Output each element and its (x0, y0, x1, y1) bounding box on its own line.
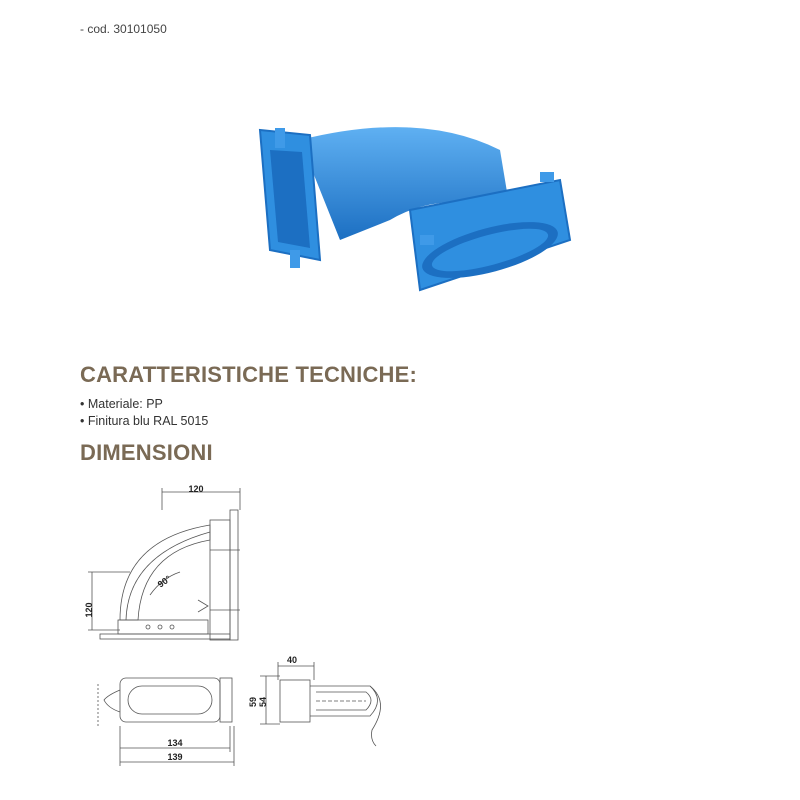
spec-finish: • Finitura blu RAL 5015 (80, 413, 208, 430)
product-code: - cod. 30101050 (80, 22, 167, 36)
specs-heading: CARATTERISTICHE TECNICHE: (80, 362, 418, 387)
specs-list (80, 396, 208, 430)
dim-left-120: 120 (84, 602, 94, 618)
technical-drawing (80, 480, 400, 780)
dim-outer-59: 59 (248, 696, 258, 708)
dim-angle: 90° (155, 573, 173, 590)
spec-material: • Materiale: PP (80, 396, 208, 413)
dim-inner-134: 134 (167, 738, 183, 748)
dimensions-heading: DIMENSIONI (80, 440, 213, 465)
dim-outer-139: 139 (167, 752, 183, 762)
dim-depth-40: 40 (286, 655, 298, 665)
dim-top-120: 120 (188, 484, 204, 494)
dim-inner-54: 54 (258, 696, 268, 708)
product-photo (240, 110, 580, 310)
